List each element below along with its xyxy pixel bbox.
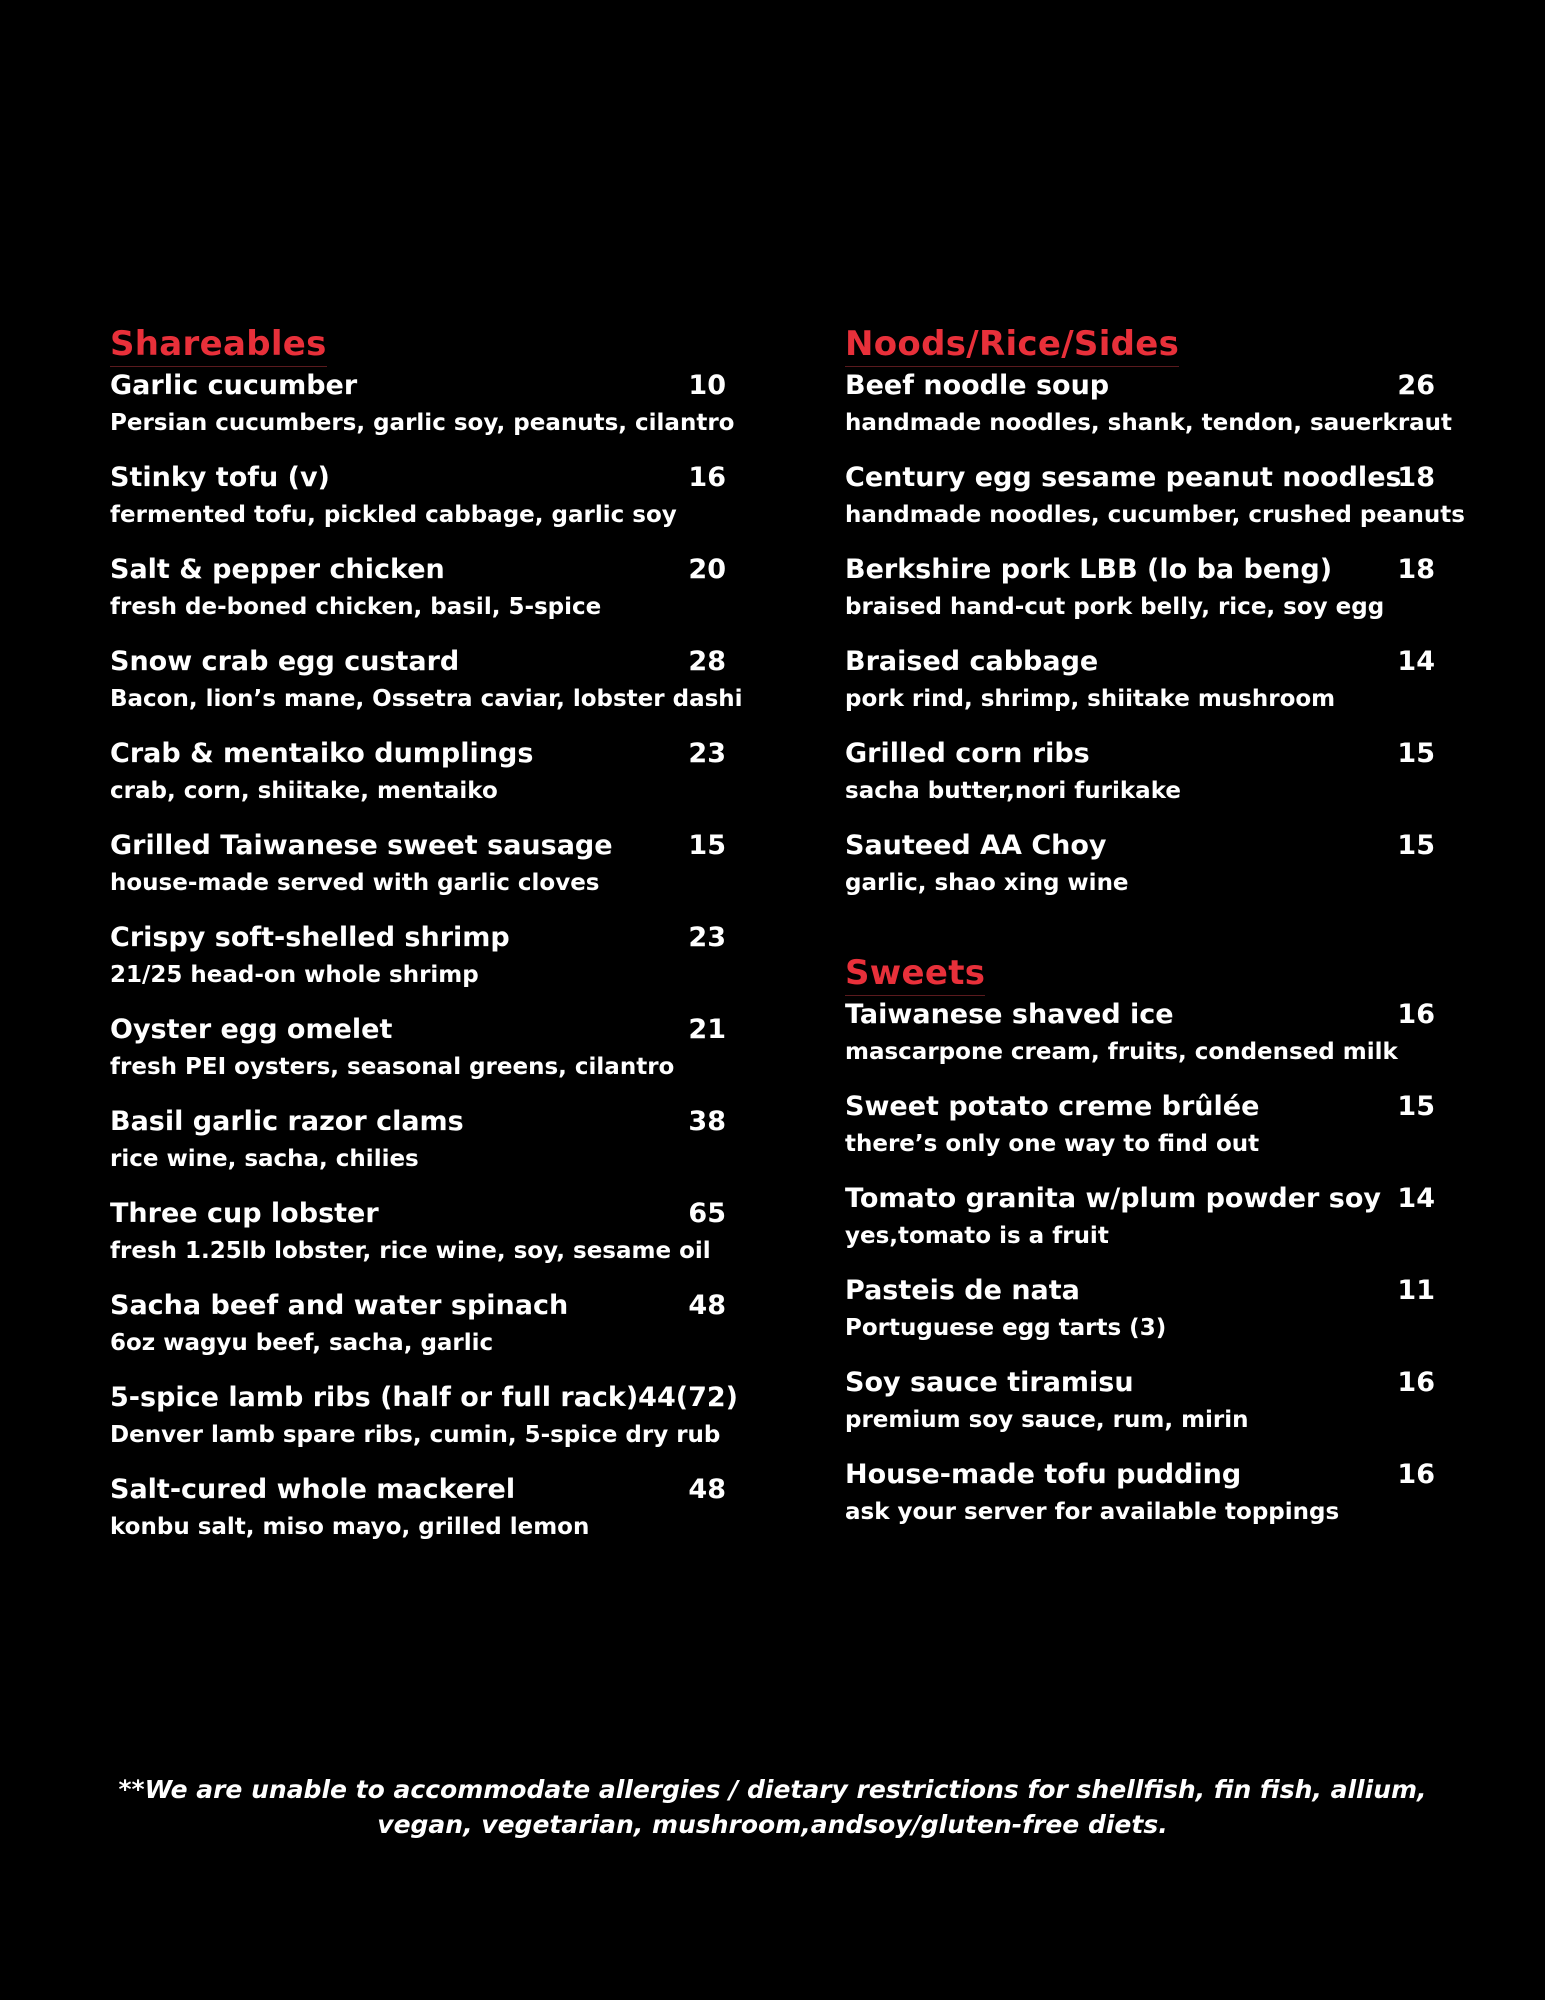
item-name: Salt & pepper chicken: [110, 554, 445, 585]
menu-item: [845, 459, 1465, 551]
item-description: premium soy sauce, rum, mirin: [845, 1407, 1249, 1433]
item-description: pork rind, shrimp, shiitake mushroom: [845, 686, 1336, 712]
item-price: 16: [1397, 1459, 1435, 1490]
menu-item: [110, 1103, 740, 1195]
item-name: Salt-cured whole mackerel: [110, 1474, 516, 1505]
item-name: Berkshire pork LBB (lo ba beng): [845, 554, 1333, 585]
menu-item: [110, 1287, 740, 1379]
menu-item: [845, 1180, 1440, 1272]
item-name: Crispy soft-shelled shrimp: [110, 922, 510, 953]
item-price: 48: [688, 1474, 726, 1505]
item-price: 20: [688, 554, 726, 585]
item-price: 15: [1397, 830, 1435, 861]
item-description: yes,tomato is a fruit: [845, 1223, 1109, 1249]
noods-heading: Noods/Rice/Sides: [845, 322, 1179, 367]
item-name: Sacha beef and water spinach: [110, 1290, 569, 1321]
sweets-list: [845, 996, 1440, 1548]
item-price: 65: [688, 1198, 726, 1229]
item-description: Persian cucumbers, garlic soy, peanuts, cilantro: [110, 410, 735, 436]
item-price: 11: [1397, 1275, 1435, 1306]
item-description: 21/25 head-on whole shrimp: [110, 962, 479, 988]
allergy-notice: [0, 1772, 1545, 1842]
shareables-heading: Shareables: [110, 322, 327, 367]
item-price: 18: [1397, 554, 1435, 585]
menu-item: [110, 459, 740, 551]
item-description: 6oz wagyu beef, sacha, garlic: [110, 1330, 494, 1356]
menu-item: [110, 735, 740, 827]
item-description: konbu salt, miso mayo, grilled lemon: [110, 1514, 590, 1540]
item-description: handmade noodles, shank, tendon, sauerkraut: [845, 410, 1453, 436]
item-price: 16: [688, 462, 726, 493]
menu-item: [845, 827, 1440, 919]
menu-item: [845, 1088, 1440, 1180]
item-price: 21: [688, 1014, 726, 1045]
item-name: Grilled Taiwanese sweet sausage: [110, 830, 613, 861]
item-price: 15: [1397, 738, 1435, 769]
item-price: 10: [688, 370, 726, 401]
item-name: 5-spice lamb ribs (half or full rack): [110, 1382, 639, 1413]
item-price: 44(72): [638, 1382, 738, 1413]
allergy-notice-line-1: **We are unable to accommodate allergies / dietary restrictions for shellfish, fin fish, allium,: [118, 1775, 1427, 1804]
item-price: 16: [1397, 999, 1435, 1030]
shareables-column: [110, 322, 743, 1563]
item-description: fresh PEI oysters, seasonal greens, cilantro: [110, 1054, 675, 1080]
item-name: Three cup lobster: [110, 1198, 379, 1229]
item-description: fresh 1.25lb lobster, rice wine, soy, sesame oil: [110, 1238, 711, 1264]
item-price: 14: [1397, 1183, 1435, 1214]
allergy-notice-line-2: vegan, vegetarian, mushroom,andsoy/gluten-free diets.: [377, 1810, 1168, 1839]
item-description: there’s only one way to find out: [845, 1131, 1260, 1157]
item-name: Grilled corn ribs: [845, 738, 1090, 769]
menu-item: [110, 1379, 740, 1471]
item-description: fermented tofu, pickled cabbage, garlic soy: [110, 502, 677, 528]
item-name: Century egg sesame peanut noodles: [845, 462, 1402, 493]
menu-item: [110, 551, 740, 643]
item-description: Portuguese egg tarts (3): [845, 1315, 1167, 1341]
item-name: Snow crab egg custard: [110, 646, 460, 677]
item-name: Basil garlic razor clams: [110, 1106, 464, 1137]
menu-item: [110, 643, 743, 735]
menu-item: [845, 996, 1440, 1088]
item-description: crab, corn, shiitake, mentaiko: [110, 778, 498, 804]
item-name: Crab & mentaiko dumplings: [110, 738, 534, 769]
item-price: 18: [1397, 462, 1435, 493]
menu-item: [110, 367, 740, 459]
item-price: 15: [1397, 1091, 1435, 1122]
menu-item: [845, 643, 1440, 735]
menu-item: [845, 1456, 1440, 1548]
item-name: Stinky tofu (v): [110, 462, 330, 493]
item-name: Beef noodle soup: [845, 370, 1110, 401]
menu-item: [845, 1364, 1440, 1456]
menu-item: [845, 1272, 1440, 1364]
item-name: Sweet potato creme brûlée: [845, 1091, 1260, 1122]
item-name: Pasteis de nata: [845, 1275, 1080, 1306]
item-description: sacha butter,nori furikake: [845, 778, 1181, 804]
noods-list: [845, 367, 1465, 919]
item-price: 26: [1397, 370, 1435, 401]
menu-item: [845, 735, 1440, 827]
item-price: 38: [688, 1106, 726, 1137]
menu-item: [845, 367, 1453, 459]
menu-item: [110, 1471, 740, 1563]
item-name: Garlic cucumber: [110, 370, 358, 401]
item-description: handmade noodles, cucumber, crushed peanuts: [845, 502, 1465, 528]
item-name: Sauteed AA Choy: [845, 830, 1107, 861]
item-description: braised hand-cut pork belly, rice, soy egg: [845, 594, 1385, 620]
item-price: 15: [688, 830, 726, 861]
item-name: Taiwanese shaved ice: [845, 999, 1174, 1030]
menu-item: [110, 1195, 740, 1287]
item-price: 23: [688, 738, 726, 769]
item-name: Braised cabbage: [845, 646, 1099, 677]
item-price: 48: [688, 1290, 726, 1321]
item-price: 14: [1397, 646, 1435, 677]
item-price: 28: [688, 646, 726, 677]
item-description: ask your server for available toppings: [845, 1499, 1340, 1525]
menu-item: [845, 551, 1440, 643]
sweets-heading: Sweets: [845, 951, 985, 996]
menu-item: [110, 919, 740, 1011]
menu-item: [110, 1011, 740, 1103]
item-description: fresh de-boned chicken, basil, 5-spice: [110, 594, 602, 620]
menu-item: [110, 827, 740, 919]
item-price: 23: [688, 922, 726, 953]
item-description: rice wine, sacha, chilies: [110, 1146, 419, 1172]
item-price: 16: [1397, 1367, 1435, 1398]
item-description: Denver lamb spare ribs, cumin, 5-spice dry rub: [110, 1422, 721, 1448]
item-name: Oyster egg omelet: [110, 1014, 393, 1045]
item-name: Tomato granita w/plum powder soy: [845, 1183, 1381, 1214]
item-description: garlic, shao xing wine: [845, 870, 1129, 896]
noods-sweets-column: [845, 322, 1465, 1548]
sweets-section: [845, 951, 1440, 1548]
item-name: Soy sauce tiramisu: [845, 1367, 1134, 1398]
item-description: mascarpone cream, fruits, condensed milk: [845, 1039, 1398, 1065]
item-description: house-made served with garlic cloves: [110, 870, 600, 896]
item-name: House-made tofu pudding: [845, 1459, 1242, 1490]
shareables-list: [110, 367, 743, 1563]
item-description: Bacon, lion’s mane, Ossetra caviar, lobster dashi: [110, 686, 743, 712]
